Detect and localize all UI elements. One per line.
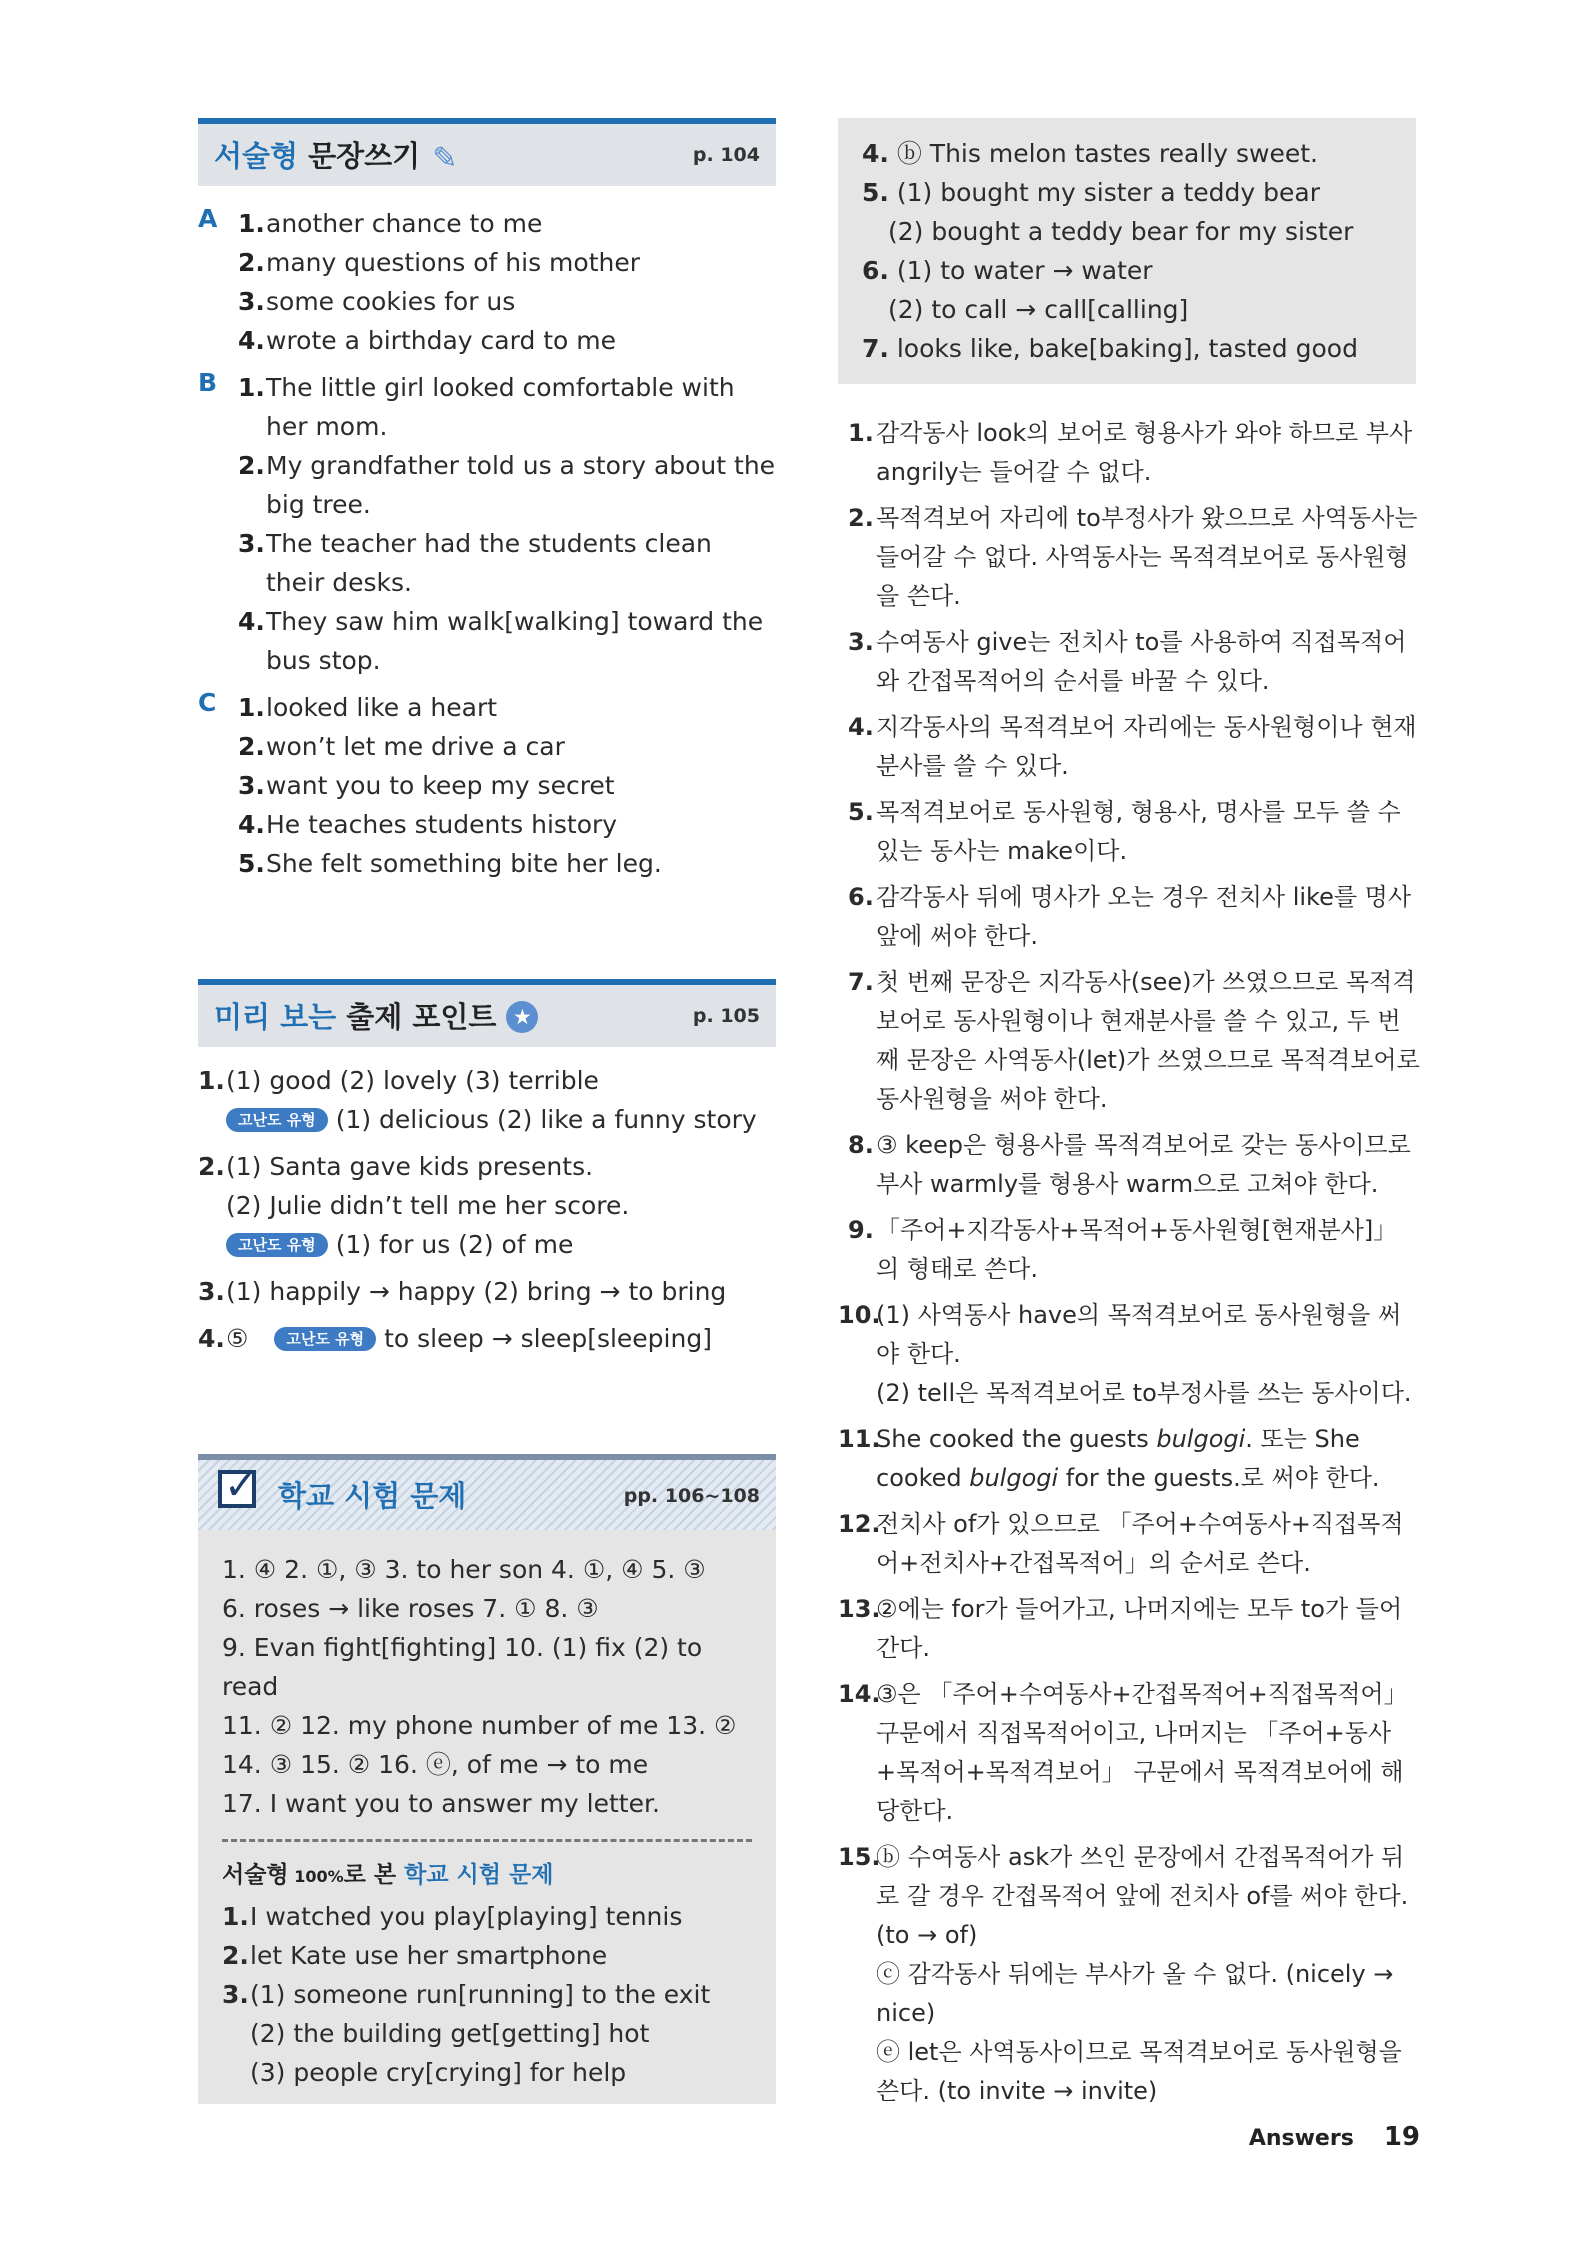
list-item: 6. (1) to water → water xyxy=(862,256,1153,285)
explanation-item: 12. 전치사 of가 있으므로 「주어+수여동사+직접목적어+전치사+간접목적어」의 순서로 쓴다. xyxy=(838,1510,1404,1577)
explanation-item: 2. 목적격보어 자리에 to부정사가 왔으므로 사역동사는 들어갈 수 없다. 사역동사는 목적격보어로 동사원형을 쓴다. xyxy=(848,504,1418,610)
section-header-writing xyxy=(198,118,776,186)
page-footer xyxy=(1249,2122,1420,2152)
explanation-item: 9. 「주어+지각동사+목적어+동사원형[현재분사]」의 형태로 쓴다. xyxy=(848,1216,1398,1283)
explanation-item: 6. 감각동사 뒤에 명사가 오는 경우 전치사 like를 명사 앞에 써야 한다. xyxy=(848,883,1412,950)
group-label: A xyxy=(198,204,218,233)
section-title: 미리 보는 출제 포인트 ★ xyxy=(214,995,538,1036)
explanations xyxy=(838,414,1420,2111)
answer-box-continued xyxy=(838,118,1416,384)
dashed-divider xyxy=(222,1839,752,1842)
preview-answers xyxy=(198,1061,776,1358)
list-item: 4. wrote a birthday card to me xyxy=(238,326,617,355)
list-item: 1. The little girl looked comfortable with her mom. xyxy=(238,373,735,441)
page-number: 19 xyxy=(1383,2122,1420,2152)
left-column xyxy=(198,118,776,2104)
list-item: 3. want you to keep my secret xyxy=(238,771,615,800)
section-header-preview xyxy=(198,979,776,1047)
footer-label: Answers xyxy=(1248,2126,1354,2151)
section-title: 서술형 문장쓰기 ✎ xyxy=(214,139,458,176)
answer-group-b xyxy=(198,368,776,680)
explanation-subitem: ⓒ 감각동사 뒤에는 부사가 올 수 없다. (nicely → nice) xyxy=(876,1960,1394,2027)
list-item: 4. ⓑ This melon tastes really sweet. xyxy=(862,139,1318,168)
exam-answer-line: 14. ③ 15. ② 16. ⓔ, of me → to me xyxy=(222,1750,649,1779)
list-item: 2. many questions of his mother xyxy=(238,248,640,277)
answer-group-c xyxy=(198,688,776,883)
exam-answer-line: 11. ② 12. my phone number of me 13. ② xyxy=(222,1711,737,1740)
school-exam-box xyxy=(198,1454,776,2104)
answer-group-a xyxy=(198,204,776,360)
list-item: 2. won’t let me drive a car xyxy=(238,732,565,761)
right-column xyxy=(838,118,1420,2118)
list-item: 3. (1) someone run[running] to the exit xyxy=(222,1980,711,2009)
section-header-exam xyxy=(198,1454,776,1530)
section-title: 학교 시험 문제 xyxy=(278,1479,467,1513)
subsection-title: 서술형 100%로 본 학교 시험 문제 xyxy=(222,1862,554,1888)
explanation-item: 4. 지각동사의 목적격보어 자리에는 동사원형이나 현재분사를 쓸 수 있다. xyxy=(848,713,1417,780)
list-item: 5. (1) bought my sister a teddy bear xyxy=(862,178,1320,207)
list-item: (3) people cry[crying] for help xyxy=(250,2058,627,2087)
list-item: 3. The teacher had the students clean their desks. xyxy=(238,529,712,597)
advanced-line: 고난도 유형 (1) delicious (2) like a funny story xyxy=(198,1100,776,1139)
explanation-subitem: (2) tell은 목적격보어로 to부정사를 쓰는 동사이다. xyxy=(876,1379,1412,1407)
list-subitem: (2) to call → call[calling] xyxy=(888,295,1189,324)
exam-answer-line: 17. I want you to answer my letter. xyxy=(222,1789,660,1818)
advanced-line: 고난도 유형 (1) for us (2) of me xyxy=(198,1225,776,1264)
checkbox-icon: ✓ xyxy=(218,1470,256,1508)
list-item: 1. (1) good (2) lovely (3) terrible xyxy=(198,1066,599,1095)
page-ref: p. 105 xyxy=(692,1005,760,1027)
list-item: 2. My grandfather told us a story about the big tree. xyxy=(238,451,776,519)
explanation-item: 1. 감각동사 look의 보어로 형용사가 와야 하므로 부사 angrily는 들어갈 수 없다. xyxy=(848,419,1413,486)
explanation-item: 11. She cooked the guests bulgogi. 또는 She cooked bulgogi for the guests.로 써야 한다. xyxy=(838,1425,1380,1492)
explanation-item: 8. ③ keep은 형용사를 목적격보어로 갖는 동사이므로 부사 warmly를 형용사 warm으로 고쳐야 한다. xyxy=(848,1131,1411,1198)
pencil-icon: ✎ xyxy=(432,141,458,176)
explanation-item: 15. ⓑ 수여동사 ask가 쓰인 문장에서 간접목적어가 뒤로 갈 경우 간접목적어 앞에 전치사 of를 써야 한다. (to → of) xyxy=(838,1843,1409,1949)
page-ref: p. 104 xyxy=(692,144,760,166)
list-subitem: (2) Julie didn’t tell me her score. xyxy=(226,1191,630,1220)
list-item: 3. (1) happily → happy (2) bring → to bring xyxy=(198,1277,727,1306)
list-item: 2. let Kate use her smartphone xyxy=(222,1941,608,1970)
explanation-item: 10. (1) 사역동사 have의 목적격보어로 동사원형을 써야 한다. xyxy=(838,1301,1402,1368)
group-label: C xyxy=(198,688,217,717)
list-item: 4. He teaches students history xyxy=(238,810,618,839)
star-icon: ★ xyxy=(506,1001,538,1033)
group-label: B xyxy=(198,368,218,397)
exam-answer-line: 6. roses → like roses 7. ① 8. ③ xyxy=(222,1594,599,1623)
list-item: 4. They saw him walk[walking] toward the bus stop. xyxy=(238,607,764,675)
exam-answer-line: 9. Evan fight[fighting] 10. (1) fix (2) to read xyxy=(222,1633,703,1701)
explanation-subitem: ⓔ let은 사역동사이므로 목적격보어로 동사원형을 쓴다. (to invite → invite) xyxy=(876,2038,1402,2105)
list-item: 5. She felt something bite her leg. xyxy=(238,849,662,878)
explanation-item: 5. 목적격보어로 동사원형, 형용사, 명사를 모두 쓸 수 있는 동사는 make이다. xyxy=(848,798,1401,865)
advanced-badge: 고난도 유형 xyxy=(226,1233,328,1257)
list-item: 1. another chance to me xyxy=(238,209,543,238)
explanation-item: 14. ③은 「주어+수여동사+간접목적어+직접목적어」 구문에서 직접목적어이고, 나머지는 「주어+동사+목적어+목적격보어」 구문에서 목적격보어에 해당한다. xyxy=(838,1680,1408,1825)
advanced-badge: 고난도 유형 xyxy=(226,1108,328,1132)
list-item: (2) the building get[getting] hot xyxy=(250,2019,650,2048)
list-item: 2. (1) Santa gave kids presents. xyxy=(198,1152,594,1181)
list-subitem: (2) bought a teddy bear for my sister xyxy=(888,217,1354,246)
exam-answer-line: 1. ④ 2. ①, ③ 3. to her son 4. ①, ④ 5. ③ xyxy=(222,1555,706,1584)
page-ref: pp. 106~108 xyxy=(623,1485,760,1507)
list-item: 1. looked like a heart xyxy=(238,693,498,722)
list-item: 3. some cookies for us xyxy=(238,287,516,316)
advanced-badge: 고난도 유형 xyxy=(274,1327,376,1351)
explanation-item: 13. ②에는 for가 들어가고, 나머지에는 모두 to가 들어간다. xyxy=(838,1595,1403,1662)
list-item: 7. looks like, bake[baking], tasted good xyxy=(862,334,1358,363)
list-item: 4. ⑤ 고난도 유형 to sleep → sleep[sleeping] xyxy=(198,1324,712,1353)
explanation-item: 3. 수여동사 give는 전치사 to를 사용하여 직접목적어와 간접목적어의 순서를 바꿀 수 있다. xyxy=(848,628,1407,695)
list-item: 1. I watched you play[playing] tennis xyxy=(222,1902,683,1931)
explanation-item: 7. 첫 번째 문장은 지각동사(see)가 쓰였으므로 목적격보어로 동사원형이나 현재분사를 쓸 수 있고, 두 번째 문장은 사역동사(let)가 쓰였으므로 목적격보어로 동사원형을 써야 한다. xyxy=(848,968,1420,1113)
